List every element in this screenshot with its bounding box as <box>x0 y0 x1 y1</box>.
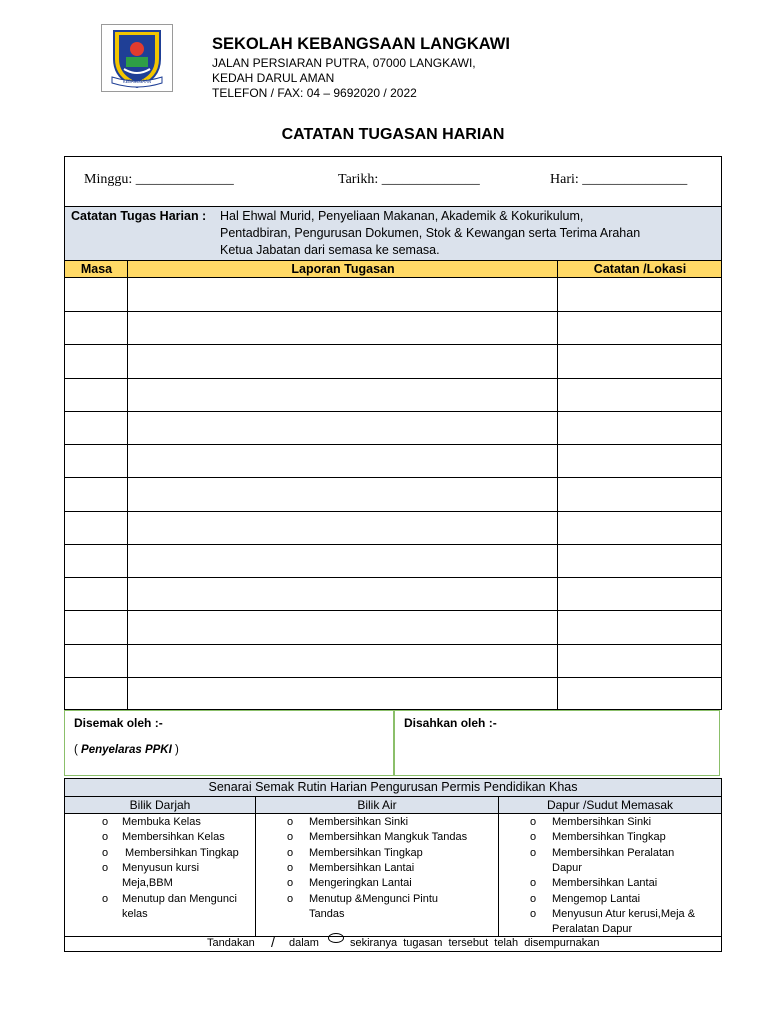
bullet-icon: o <box>102 846 109 859</box>
log-table-row[interactable] <box>64 644 722 677</box>
checklist-item: Peralatan Dapur <box>552 923 633 936</box>
footer-dalam: dalam <box>289 937 319 949</box>
bullet-icon: o <box>530 892 537 905</box>
penyelaras-open: ( <box>74 744 82 756</box>
log-table-row[interactable] <box>64 378 722 411</box>
bullet-icon: o <box>287 877 294 890</box>
page-title: CATATAN TUGASAN HARIAN <box>281 126 505 143</box>
checklist-item: Membersihkan Peralatan <box>552 846 675 859</box>
bullet-icon: o <box>287 892 294 905</box>
col-dapur: Dapur /Sudut Memasak <box>499 797 721 814</box>
checklist-item: Membersihkan Sinki <box>552 816 652 828</box>
logo-ribbon-text: KEBANGSAAN <box>123 79 151 84</box>
bullet-icon: o <box>530 846 537 859</box>
footer-slash: / <box>271 934 275 950</box>
disahkan-label: Disahkan oleh :- <box>404 716 497 730</box>
checklist-item: Membersihkan Kelas <box>122 831 225 844</box>
notes-line-1: Hal Ehwal Murid, Penyeliaan Makanan, Akademik & Kokurikulum, <box>220 209 584 223</box>
checklist-item: Mengemop Lantai <box>552 892 641 905</box>
notes-line-2: Pentadbiran, Pengurusan Dokumen, Stok & Kewangan serta Terima Arahan <box>220 226 641 240</box>
checklist-item: Mengeringkan Lantai <box>309 877 412 890</box>
minggu-field[interactable]: Minggu: ______________ <box>84 172 234 187</box>
log-table-row[interactable] <box>64 544 722 577</box>
bullet-icon: o <box>287 861 294 874</box>
bullet-icon: o <box>102 861 109 874</box>
checklist-item: Menyusun Atur kerusi,Meja & <box>552 907 696 920</box>
checklist-footer <box>65 936 721 951</box>
checklist-item: Menutup &Mengunci Pintu <box>309 892 439 905</box>
checklist-item: Dapur <box>552 861 582 874</box>
bullet-icon: o <box>287 846 294 859</box>
col-bilik-darjah: Bilik Darjah <box>65 797 255 814</box>
task-notes <box>65 206 721 260</box>
log-table-row[interactable] <box>64 577 722 610</box>
disahkan-box[interactable] <box>394 710 720 776</box>
bullet-icon: o <box>530 877 537 890</box>
bullet-icon: o <box>102 831 109 844</box>
checklist-item: Membersihkan Sinki <box>309 816 409 828</box>
disemak-box[interactable] <box>64 710 394 776</box>
col-laporan: Laporan Tugasan <box>291 262 395 276</box>
checklist-item: Tandas <box>309 907 345 920</box>
bullet-icon: o <box>287 831 294 844</box>
bullet-icon: o <box>102 892 109 905</box>
col-catatan: Catatan /Lokasi <box>593 262 687 276</box>
log-table-row[interactable] <box>64 511 722 544</box>
log-table-row[interactable] <box>64 411 722 444</box>
address-line-1: JALAN PERSIARAN PUTRA, 07000 LANGKAWI, <box>212 56 476 70</box>
checklist-item: kelas <box>122 907 148 920</box>
checklist-item: Menutup dan Mengunci <box>122 892 237 905</box>
log-table-body <box>64 278 722 710</box>
footer-tandakan: Tandakan <box>207 937 255 949</box>
bullet-icon: o <box>530 831 537 844</box>
bullet-icon: o <box>530 816 537 828</box>
log-table-row[interactable] <box>64 278 722 311</box>
penyelaras-text: Penyelaras PPKI <box>81 744 172 756</box>
address-line-2: KEDAH DARUL AMAN <box>212 71 335 85</box>
school-logo <box>101 24 173 92</box>
bullet-icon: o <box>530 907 537 920</box>
checklist-item: Membuka Kelas <box>122 816 201 828</box>
log-table-row[interactable] <box>64 477 722 510</box>
log-table-row[interactable] <box>64 610 722 643</box>
log-table-row[interactable] <box>64 311 722 344</box>
checklist-item: Meja,BBM <box>122 877 173 890</box>
footer-text: sekiranya tugasan tersebut telah disempurnakan <box>350 937 600 949</box>
penyelaras-line <box>74 744 179 756</box>
checklist-item: Membersihkan Lantai <box>552 877 658 890</box>
circle-mark-icon <box>328 933 344 943</box>
school-name: SEKOLAH KEBANGSAAN LANGKAWI <box>212 35 510 53</box>
disemak-label: Disemak oleh :- <box>74 716 163 730</box>
log-table-header <box>64 260 722 278</box>
checklist-item: Membersihkan Tingkap <box>309 846 423 859</box>
notes-label: Catatan Tugas Harian : <box>71 209 207 223</box>
checklist-item: Menyusun kursi <box>122 861 200 874</box>
bullet-icon: o <box>102 816 109 828</box>
bullet-icon: o <box>287 816 294 828</box>
checklist-item: Membersihkan Tingkap <box>552 831 666 844</box>
checklist-item: Membersihkan Lantai <box>309 861 415 874</box>
log-table-row[interactable] <box>64 344 722 377</box>
penyelaras-close: ) <box>171 744 179 756</box>
checklist-item: Membersihkan Mangkuk Tandas <box>309 831 468 844</box>
notes-line-3: Ketua Jabatan dari semasa ke semasa. <box>220 243 440 257</box>
col-bilik-air: Bilik Air <box>256 797 498 814</box>
col-masa: Masa <box>80 262 113 276</box>
phone-fax: TELEFON / FAX: 04 – 9692020 / 2022 <box>212 86 417 100</box>
log-table-row[interactable] <box>64 444 722 477</box>
log-table-row[interactable] <box>64 677 722 710</box>
checklist-title: Senarai Semak Rutin Harian Pengurusan Permis Pendidikan Khas <box>65 779 721 797</box>
tarikh-field[interactable]: Tarikh: ______________ <box>338 172 480 187</box>
hari-field[interactable]: Hari: _______________ <box>550 172 688 187</box>
checklist-item: Membersihkan Tingkap <box>122 846 239 859</box>
